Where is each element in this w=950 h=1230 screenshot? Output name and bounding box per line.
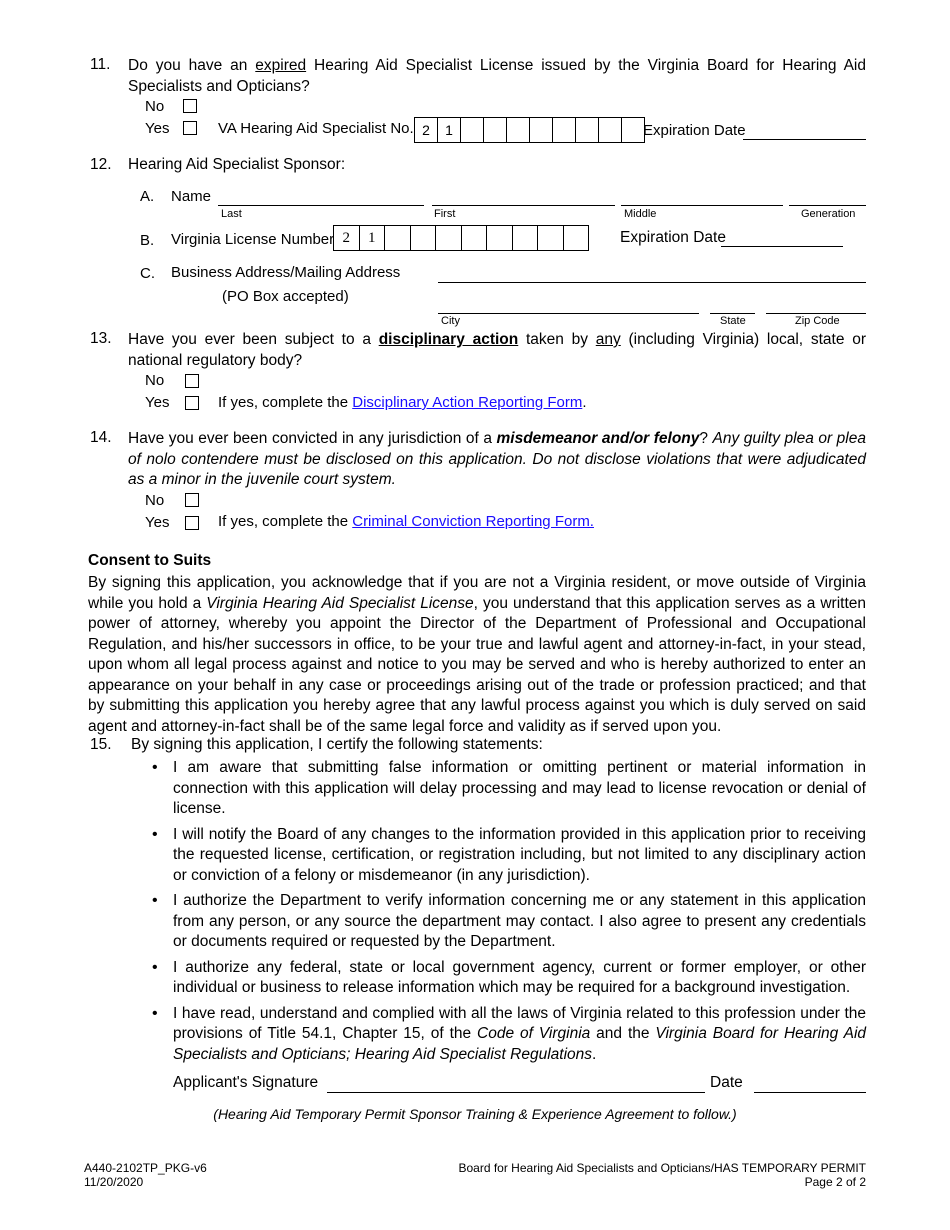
q13-no-label: No	[145, 372, 165, 389]
page-number: Page 2 of 2	[804, 1175, 866, 1189]
license-cell	[462, 226, 488, 250]
criminal-conviction-form-link[interactable]: Criminal Conviction Reporting Form.	[352, 513, 594, 530]
sponsor-first-name-field[interactable]	[432, 205, 615, 206]
form-date: 11/20/2020	[84, 1175, 144, 1189]
last-caption: Last	[221, 208, 242, 220]
q13-question: Have you ever been subject to a disciplinary action taken by any (including Virginia) local, state or national regulatory body?	[128, 331, 866, 369]
q11-yes-checkbox[interactable]	[183, 121, 197, 135]
q13-yes-label: Yes	[145, 394, 170, 411]
certification-list	[152, 758, 866, 1070]
first-caption: First	[434, 208, 456, 220]
q12-b-letter: B.	[140, 232, 155, 249]
q12-number: 12.	[90, 156, 112, 173]
q11-number: 11.	[90, 56, 111, 73]
license-cell	[507, 118, 530, 142]
sponsor-city-field[interactable]	[438, 313, 699, 314]
certification-item: • I will notify the Board of any changes to the information provided in this application prior to receiving the requested license, certification, or registration including, but not limited to any disciplinary action or conviction of a felony or misdemeanor (in any jurisdiction).	[152, 825, 866, 887]
q14-question: Have you ever been convicted in any jurisdiction of a misdemeanor and/or felony? Any guilty plea or plea of nolo contendere must be disclosed on this application. Do not disclose violations that were adjudicated as a minor in the juvenile court system.	[128, 430, 866, 488]
q14-no-label: No	[145, 492, 165, 509]
q12-c-letter: C.	[140, 265, 155, 282]
consent-text: By signing this application, you acknowledge that if you are not a Virginia resident, or move outside of Virginia while you hold a Virginia Hearing Aid Specialist License, you understand that this application serves as a written power of attorney, whereby you appoint the Director of the Department of Professional and Occupational Regulation, and his/her successors in office, to be your true and lawful agent and attorney-in-fact, in your stead, upon whom all legal process against and notice to you may be served and who is hereby authorized to enter an appearance on your behalf in any case or proceedings arising out of the trade or profession practiced; and that by submitting this application you hereby agree that any lawful process against you which is duly served on said agent and attorney-in-fact shall be of the same legal force and validity as if served upon you.	[88, 574, 866, 735]
license-cell	[576, 118, 599, 142]
license-cell	[484, 118, 507, 142]
q13-number: 13.	[90, 330, 112, 347]
license-cell	[553, 118, 576, 142]
certification-item: • I have read, understand and complied with all the laws of Virginia related to this profession under the provisions of Title 54.1, Chapter 15, of the Code of Virginia and the Virginia Board for Hearing Aid Specialists and Opticians; Hearing Aid Specialist Regulations.	[152, 1004, 866, 1066]
sponsor-state-field[interactable]	[710, 313, 755, 314]
disciplinary-action-form-link[interactable]: Disciplinary Action Reporting Form	[352, 394, 583, 411]
q13-if-yes: If yes, complete the Disciplinary Action Reporting Form.	[218, 394, 587, 411]
sponsor-generation-field[interactable]	[789, 205, 866, 206]
license-cell: 2	[415, 118, 438, 142]
q14-no-checkbox[interactable]	[185, 493, 199, 507]
signature-field[interactable]	[327, 1092, 705, 1093]
q12-expiration-label: Expiration Date	[620, 229, 726, 246]
sponsor-middle-name-field[interactable]	[621, 205, 783, 206]
license-cell	[487, 226, 513, 250]
license-cell	[599, 118, 622, 142]
q12-expiration-field[interactable]	[721, 246, 843, 247]
license-cell	[530, 118, 553, 142]
q12-name-label: Name	[171, 188, 212, 205]
q14-if-yes: If yes, complete the Criminal Conviction Reporting Form.	[218, 513, 594, 530]
q13-yes-checkbox[interactable]	[185, 396, 199, 410]
q14-number: 14.	[90, 429, 112, 446]
city-caption: City	[441, 315, 460, 327]
q11-license-label: VA Hearing Aid Specialist No.	[218, 120, 414, 137]
q11-yes-label: Yes	[145, 120, 170, 137]
certification-item: • I am aware that submitting false information or omitting pertinent or material information in connection with this application will delay processing and may lead to license revocation or denial of license.	[152, 758, 866, 820]
license-cell	[461, 118, 484, 142]
state-caption: State	[720, 315, 746, 327]
signature-date-field[interactable]	[754, 1092, 866, 1093]
q12-license-label: Virginia License Number	[171, 231, 335, 248]
zip-caption: Zip Code	[795, 315, 840, 327]
license-cell	[385, 226, 411, 250]
license-cell	[513, 226, 539, 250]
q12-title: Hearing Aid Specialist Sponsor:	[128, 156, 346, 173]
q15-intro: By signing this application, I certify the following statements:	[131, 736, 543, 753]
sponsor-address-field[interactable]	[438, 282, 866, 283]
footer-left	[84, 1161, 207, 1189]
license-cell: 1	[438, 118, 461, 142]
q11-question: Do you have an expired Hearing Aid Specialist License issued by the Virginia Board for Hearing Aid Specialists and Opticians?	[128, 57, 866, 95]
board-name: Board for Hearing Aid Specialists and Opticians/HAS TEMPORARY PERMIT	[458, 1161, 866, 1175]
license-cell: 2	[334, 226, 360, 250]
form-id: A440-2102TP_PKG-v6	[84, 1161, 207, 1175]
sponsor-last-name-field[interactable]	[218, 205, 424, 206]
license-cell	[411, 226, 437, 250]
q12-po-box-note: (PO Box accepted)	[222, 288, 349, 305]
q12-a-letter: A.	[140, 188, 155, 205]
consent-heading: Consent to Suits	[88, 552, 212, 569]
sponsor-zip-field[interactable]	[766, 313, 866, 314]
generation-caption: Generation	[801, 208, 856, 220]
certification-item: • I authorize any federal, state or local government agency, current or former employer, or other individual or business to release information which may be required for a background investigation.	[152, 958, 866, 999]
q11-no-label: No	[145, 98, 165, 115]
q13-no-checkbox[interactable]	[185, 374, 199, 388]
q14-yes-checkbox[interactable]	[185, 516, 199, 530]
footer-right	[458, 1161, 866, 1189]
middle-caption: Middle	[624, 208, 657, 220]
q14-yes-label: Yes	[145, 514, 170, 531]
q11-expiration-label: Expiration Date	[643, 122, 746, 139]
q11-no-checkbox[interactable]	[183, 99, 197, 113]
license-cell	[538, 226, 564, 250]
q15-number: 15.	[90, 736, 112, 753]
signature-label: Applicant's Signature	[173, 1074, 319, 1091]
continuation-note: (Hearing Aid Temporary Permit Sponsor Training & Experience Agreement to follow.)	[213, 1106, 737, 1122]
license-cell	[622, 118, 645, 142]
q12-address-label: Business Address/Mailing Address	[171, 264, 401, 281]
q12-license-number-field[interactable]	[333, 225, 589, 251]
signature-date-label: Date	[710, 1074, 743, 1091]
q11-license-number-field[interactable]	[414, 117, 645, 143]
license-cell	[436, 226, 462, 250]
license-cell	[564, 226, 590, 250]
certification-item: • I authorize the Department to verify information concerning me or any statement in this application from any person, or any source the department may contact. I also agree to present any credentials or documents required or requested by the Department.	[152, 891, 866, 953]
license-cell: 1	[360, 226, 386, 250]
q11-expiration-field[interactable]	[743, 139, 866, 140]
